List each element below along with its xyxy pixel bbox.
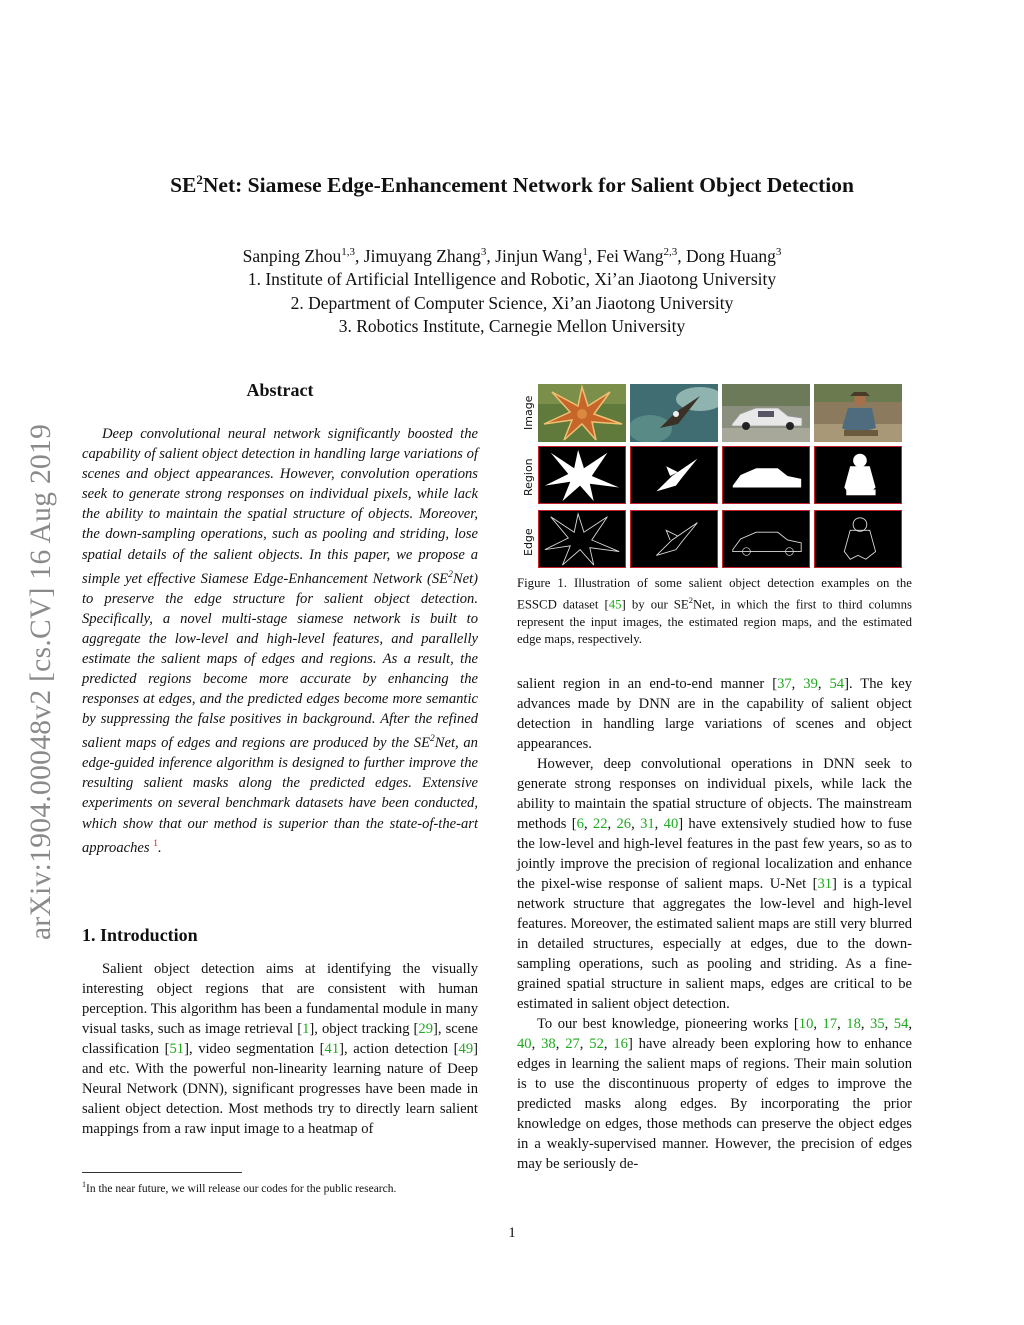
footnote-ref-link[interactable]: 1	[153, 838, 158, 849]
citation-link[interactable]: 26	[616, 816, 632, 832]
input-image-starfish	[538, 384, 626, 442]
region-map-eagle	[630, 446, 718, 504]
citation-link[interactable]: 31	[640, 816, 655, 832]
citation-link[interactable]: 52	[589, 1036, 604, 1052]
introduction-heading: 1. Introduction	[82, 925, 198, 945]
citation-link[interactable]: 37	[777, 676, 792, 692]
citation-link[interactable]: 54	[829, 676, 845, 692]
region-map-person	[814, 446, 902, 504]
citation-link[interactable]: 27	[565, 1036, 580, 1052]
arxiv-identifier: arXiv:1904.00048v2 [cs.CV] 16 Aug 2019	[25, 423, 57, 940]
region-map-car	[722, 446, 810, 504]
edge-map-starfish	[538, 510, 626, 568]
citation-link[interactable]: 18	[846, 1016, 861, 1032]
citation-link[interactable]: 39	[803, 676, 818, 692]
citation-link[interactable]: 45	[608, 597, 622, 612]
footnote: $^1$In the near future, we will release our codes for the public research.	[82, 1180, 397, 1195]
edge-map-eagle	[630, 510, 718, 568]
page-number: 1	[508, 1225, 516, 1241]
citation-link[interactable]: 29	[418, 1021, 434, 1037]
citation-link[interactable]: 38	[541, 1036, 556, 1052]
citation-link[interactable]: 40	[663, 816, 679, 832]
row-label-region: Region	[522, 458, 535, 496]
footnote-divider	[82, 1172, 242, 1173]
region-map-starfish	[538, 446, 626, 504]
author-list: Sanping Zhou$^{1,3}$, Jimuyang Zhang$^3$, Jinjun Wang$^1$, Fei Wang$^{2,3}$, Dong Huang$^3$	[242, 245, 782, 266]
citation-link[interactable]: 40	[517, 1036, 532, 1052]
abstract-heading: Abstract	[246, 380, 314, 400]
citation-link[interactable]: 49	[458, 1041, 474, 1057]
citation-link[interactable]: 22	[592, 816, 608, 832]
citation-link[interactable]: 10	[798, 1016, 814, 1032]
citation-link[interactable]: 35	[870, 1016, 885, 1032]
citation-link[interactable]: 17	[822, 1016, 838, 1032]
edge-map-car	[722, 510, 810, 568]
figure-1-caption: Figure 1. Illustration of some salient object detection examples on the ESSCD dataset [45] by our $SE^2Net$, in which the first to third columns represent the input images, the estimated region maps, and the estimated edge maps, respectively.	[517, 576, 912, 647]
row-label-edge: Edge	[522, 528, 535, 556]
citation-link[interactable]: 51	[169, 1041, 185, 1057]
affiliation-2: 2. Department of Computer Science, Xi’an Jiaotong University	[290, 292, 734, 313]
input-image-car	[722, 384, 810, 442]
citation-link[interactable]: 16	[613, 1036, 628, 1052]
citation-link[interactable]: 31	[817, 876, 833, 892]
edge-map-person	[814, 510, 902, 568]
introduction-text: Salient object detection aims at identifying the visually interesting object regions that are consistent with human perception. This algorithm has been a fundamental module in many visual tasks, such as image retrieval [1], object tracking [29], scene classification [51], video segmentation [41], action detection [49] and etc. With the powerful non-linearity learning nature of Deep Neural Network (DNN), significant progresses have been made in salient object detection. Most methods try to directly learn salient mappings from a raw input image to a heatmap of	[82, 961, 478, 1137]
author-block	[0, 241, 1024, 339]
paper-title: $SE^2Net$: Siamese Edge-Enhancement Network for Salient Object Detection	[170, 172, 854, 198]
affiliation-1: 1. Institute of Artificial Intelligence and Robotic, Xi’an Jiaotong University	[247, 269, 777, 290]
citation-link[interactable]: 6	[576, 816, 584, 832]
row-label-image: Image	[522, 395, 535, 430]
input-image-eagle	[630, 384, 718, 442]
input-image-person	[814, 384, 902, 442]
citation-link[interactable]: 41	[324, 1041, 340, 1057]
right-column-text: salient region in an end-to-end manner [37, 39, 54]. The key advances made by DNN are in the capability of salient object detection in handling large variations of scenes and object appearances. However, deep convolutional operations in DNN seek to generate strong responses on individual pixels, while lack the ability to maintain the spatial structure of objects. The mainstream methods [6, 22, 26, 31, 40] have extensively studied how to fuse the low-level and high-level features in the past few years, so as to jointly improve the precision of regional localization and enhance the pixel-wise response of salient maps. U-Net [31] is a typical network structure that aggregates the low-level and high-level features. Moreover, the estimated salient maps are still very blurred in detailed structures, especially at edges, due to the down-sampling operations, such as pooling and striding. As a fine-grained spatial structure in salient maps, edges are critical to be estimated in salient object detection. To our best knowledge, pioneering works [10, 17, 18, 35, 54, 40, 38, 27, 52, 16] have already been exploring how to enhance edges in learning the salient maps of regions. Their main solution is to use the discontinuous property of edges to improve the predicted masks along edges. By incorporating the prior knowledge on edges, those methods can preserve the object edges in a weakly-supervised manner. However, the precision of edges may be seriously de-	[517, 676, 913, 1172]
citation-link[interactable]: 54	[893, 1016, 909, 1032]
abstract-text: Deep convolutional neural network significantly boosted the capability of salient object detection in handling large variations of scenes and object appearances. However, convolution operations seek to generate strong responses on individual pixels, while lack the ability to maintain the spatial structure of objects. Moreover, the down-sampling operations, such as pooling and striding, lose spatial details of the salient objects. In this paper, we propose a simple yet effective Siamese Edge-Enhancement Network $(SE^2Net)$ to preserve the edge structure for salient object detection. Specifically, a novel multi-stage siamese network is built to aggregate the low-level and high-level features, and parallelly estimate the salient maps of edges and regions. As a result, the predicted regions become more accurate by enhancing the responses at edges, and the predicted edges become more semantic by suppressing the false positives in background. After the refined salient maps of edges and regions are produced by the $SE^2Net$, an edge-guided inference algorithm is designed to further improve the resulting salient masks along the predicted edges. Extensive experiments on several benchmark datasets have been conducted, which show that our method is superior than the state-of-the-art approaches $^1$.	[82, 426, 478, 856]
citation-link[interactable]: 1	[302, 1021, 310, 1037]
affiliation-3: 3. Robotics Institute, Carnegie Mellon University	[338, 316, 686, 337]
